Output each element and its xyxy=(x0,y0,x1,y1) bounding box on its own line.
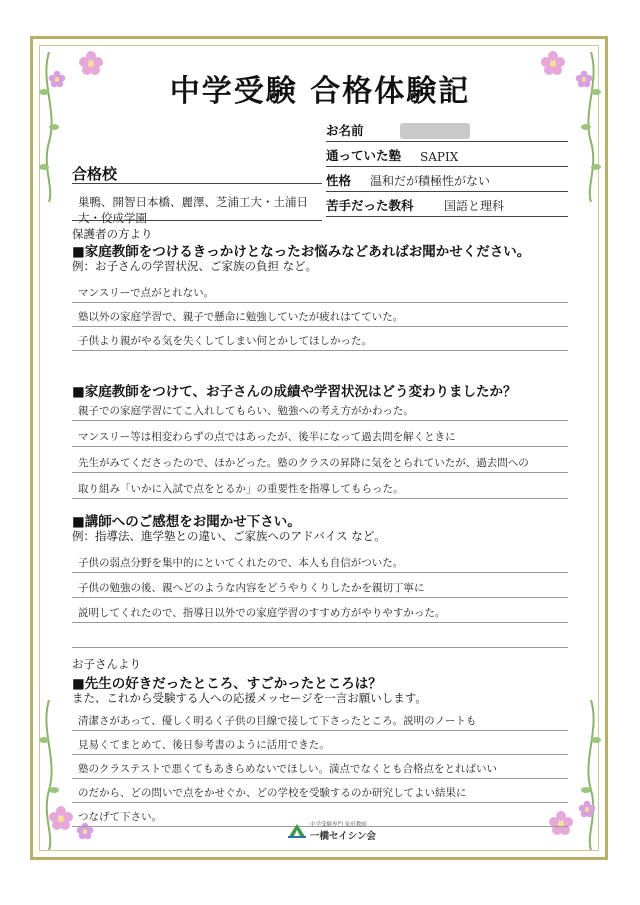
answer-text: 子供の弱点分野を集中的にといてくれたので、本人も自信がついた。 xyxy=(78,557,404,569)
q1-answer-line xyxy=(72,304,568,327)
q2-answer-line xyxy=(72,450,568,473)
q1-answer-line xyxy=(72,280,568,303)
school-value: 巣鴨、開智日本橋、麗澤、芝浦工大・土浦日大・佼成学園 xyxy=(78,195,308,225)
vine-decoration-bottom-right xyxy=(580,700,602,850)
answer-text: 子供より親がやる気を失くしてしまい何とかしてほしかった。 xyxy=(78,335,372,347)
personality-row xyxy=(326,170,568,192)
q4-answer-line xyxy=(72,756,568,779)
q4-answer-line xyxy=(72,708,568,731)
q2-answer-line xyxy=(72,398,568,421)
answer-text: 清潔さがあって、優しく明るく子供の目線で接して下さったところ。説明のノートも xyxy=(78,715,477,727)
q3-answer-line xyxy=(72,600,568,623)
answer-text: のだから、どの問いで点をかせぐか、どの学校を受験するのか研究してよい結果に xyxy=(78,787,467,799)
name-redaction xyxy=(400,123,470,139)
personality-value: 温和だが積極性がない xyxy=(370,174,491,188)
name-row xyxy=(326,120,568,142)
juku-value: SAPIX xyxy=(420,150,459,164)
answer-text: 親子での家庭学習にてこ入れしてもらい、勉強への考え方がかわった。 xyxy=(78,405,414,417)
answer-text: 先生がみてくださったので、ほかどった。塾のクラスの昇降に気をとられていたが、過去問への xyxy=(78,457,529,469)
parent-section-label: 保護者の方より xyxy=(72,227,153,241)
answer-text: 塾以外の家庭学習で、親子で懸命に勉強していたが疲れはてていた。 xyxy=(78,311,404,323)
q1-heading: ■家庭教師をつけるきっかけとなったお悩みなどあればお聞かせください。 xyxy=(72,244,531,260)
answer-text: つなげて下さい。 xyxy=(78,811,162,823)
flower-icon xyxy=(578,800,596,818)
answer-text: マンスリーで点がとれない。 xyxy=(78,287,215,299)
q4-answer-line xyxy=(72,780,568,803)
q1-answer-line xyxy=(72,328,568,351)
q3-heading: ■講師へのご感想をお聞かせ下さい。 xyxy=(72,514,301,530)
subject-row xyxy=(326,195,568,217)
q3-answer-line xyxy=(72,575,568,598)
q4-heading: ■先生の好きだったところ、すごかったところは？ xyxy=(72,676,382,692)
juku-row xyxy=(326,145,568,167)
q2-answer-line xyxy=(72,424,568,447)
personality-label: 性格 xyxy=(326,173,352,188)
answer-text: 子供の勉強の後、親へどのような内容をどうやりくりしたかを親切丁寧に xyxy=(78,582,425,594)
answer-text: 取り組み「いかに入試で点をとるか」の重要性を指導してもらった。 xyxy=(78,483,404,495)
child-section-label: お子さんより xyxy=(72,657,141,671)
logo-mark-icon xyxy=(288,822,306,838)
q3-answer-line xyxy=(72,625,568,648)
flower-icon xyxy=(48,805,74,831)
subject-label: 苦手だった教科 xyxy=(326,198,414,213)
subject-value: 国語と理科 xyxy=(444,199,505,213)
page-title: 中学受験 合格体験記 xyxy=(169,74,471,109)
q3-answer-line xyxy=(72,550,568,573)
logo-name: 一橋セイシン会 xyxy=(310,831,376,842)
school-box xyxy=(72,183,322,225)
q4-answer-line xyxy=(72,732,568,755)
q2-answer-line xyxy=(72,476,568,499)
q4-subtext: また、これから受験する人への応援メッセージを一言お願いします。 xyxy=(72,691,427,705)
answer-text: 塾のクラステストで悪くてもあきらめないでほしい。満点でなくとも合格点をとればいい xyxy=(78,763,498,775)
name-label: お名前 xyxy=(326,123,364,138)
q1-subtext: 例：お子さんの学習状況、ご家族の負担 など。 xyxy=(72,259,318,273)
q2-heading: ■家庭教師をつけて、お子さんの成績や学習状況はどう変わりましたか？ xyxy=(72,384,517,400)
juku-label: 通っていた塾 xyxy=(326,148,402,163)
company-logo xyxy=(288,818,398,842)
answer-text: マンスリー等は相変わらずの点ではあったが、後半になって過去問を解くときに xyxy=(78,431,456,443)
answer-text: 説明してくれたので、指導日以外での家庭学習のすすめ方がやりやすかった。 xyxy=(78,607,446,619)
answer-text: 見易くてまとめて、後日参考書のように活用できた。 xyxy=(78,739,330,751)
q3-subtext: 例：指導法、進学塾との違い、ご家族へのアドバイス など。 xyxy=(72,529,386,543)
logo-tagline: 中学受験専門 家庭教師 xyxy=(310,822,367,828)
school-heading: 合格校 xyxy=(72,165,118,183)
